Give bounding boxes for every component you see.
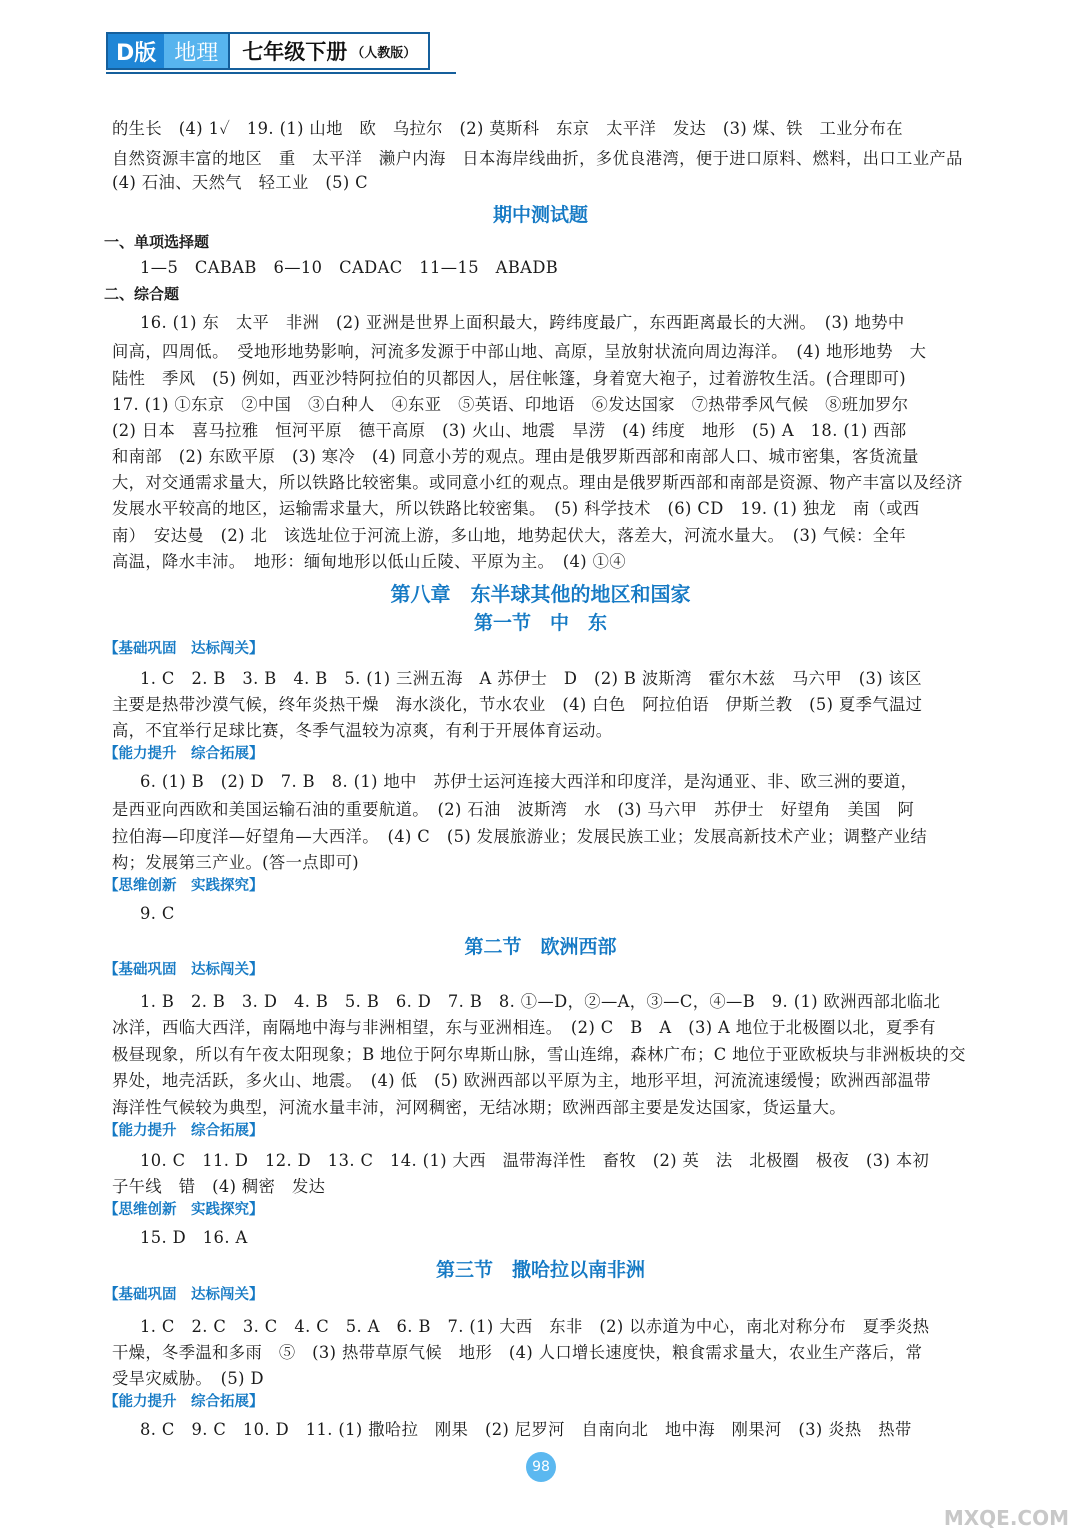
text-line: 冰洋，西临大西洋，南隔地中海与非洲相望，东与亚洲相连。 (2) C B A (3) A 地位于北极圈以北，夏季有 [112,1018,936,1037]
exercise-tag: 【基础巩固 达标闯关】 [104,641,264,657]
section-title: 第一节 中 东 [473,612,607,634]
text-line: 是西亚向西欧和美国运输石油的重要航道。 (2) 石油 波斯湾 水 (3) 马六甲 苏伊士 好望角 美国 阿 [112,800,915,819]
text-line: 子午线 错 (4) 稠密 发达 [112,1177,326,1196]
exercise-tag: 【思维创新 实践探究】 [104,878,264,894]
text-line: 1. B 2. B 3. D 4. B 5. B 6. D 7. B 8. ①—D，②—A，③—C，④—B 9. (1) 欧洲西部北临北 [140,992,941,1011]
text-line: 大，对交通需求量大，所以铁路比较密集。或同意小红的观点。理由是俄罗斯西部和南部是资源、物产丰富以及经济 [112,473,963,492]
text-line: 6. (1) B (2) D 7. B 8. (1) 地中 苏伊士运河连接大西洋和印度洋，是沟通亚、非、欧三洲的要道， [140,772,918,791]
text-line: 10. C 11. D 12. D 13. C 14. (1) 大西 温带海洋性 畜牧 (2) 英 法 北极圈 极夜 (3) 本初 [140,1151,930,1170]
text-line: 高，不宜举行足球比赛，冬季气温较为凉爽，有利于开展体育运动。 [112,721,613,740]
subsection-heading: 二、综合题 [104,285,180,303]
watermark: MXQE.COM [943,1506,1069,1530]
text-line: 1. C 2. C 3. C 4. C 5. A 6. B 7. (1) 大西 东非 (2) 以赤道为中心，南北对称分布 夏季炎热 [140,1317,930,1336]
exercise-tag: 【思维创新 实践探究】 [104,1202,264,1218]
header-rule [106,72,456,74]
text-line: 1—5 CABAB 6—10 CADAC 11—15 ABADB [140,258,559,277]
exercise-tag: 【能力提升 综合拓展】 [104,746,264,762]
text-line: 界处，地壳活跃，多火山、地震。 (4) 低 (5) 欧洲西部以平原为主，地形平坦，河流流速缓慢；欧洲西部温带 [112,1071,931,1090]
text-line: 陆性 季风 (5) 例如，西亚沙特阿拉伯的贝都因人，居住帐篷，身着宽大袍子，过着游牧生活。(合理即可) [112,369,907,388]
text-line: 拉伯海—印度洋—好望角—大西洋。 (4) C (5) 发展旅游业；发展民族工业；发展高新技术产业；调整产业结 [112,827,928,846]
text-line: 海洋性气候较为典型，河流水量丰沛，河网稠密，无结冰期；欧洲西部主要是发达国家，货运量大。 [112,1098,846,1117]
text-line: 间高，四周低。 受地形地势影响，河流多发源于中部山地、高原，呈放射状流向周边海洋。 (4) 地形地势 大 [112,342,927,361]
book-title [228,32,430,70]
text-line: 自然资源丰富的地区 重 太平洋 濑户内海 日本海岸线曲折，多优良港湾，便于进口原料、燃料，出口工业产品 [112,149,963,168]
text-line: 1. C 2. B 3. B 4. B 5. (1) 三洲五海 A 苏伊士 D (2) B 波斯湾 霍尔木兹 马六甲 (3) 该区 [140,669,922,688]
exercise-tag: 【基础巩固 达标闯关】 [104,962,264,978]
text-line: 的生长 (4) 1✓ 19. (1) 山地 欧 乌拉尔 (2) 莫斯科 东京 太平洋 发达 (3) 煤、铁 工业分布在 [112,119,903,138]
section-title: 第三节 撒哈拉以南非洲 [435,1259,645,1281]
section-title: 期中测试题 [492,204,588,226]
exercise-tag: 【能力提升 综合拓展】 [104,1123,264,1139]
text-line: 17. (1) ①东京 ②中国 ③白种人 ④东亚 ⑤英语、印地语 ⑥发达国家 ⑦热带季风气候 ⑧班加罗尔 [112,395,909,414]
press-label: （人教版） [351,45,417,61]
text-line: 和南部 (2) 东欧平原 (3) 寒冷 (4) 同意小芳的观点。理由是俄罗斯西部和南部人口、城市密集，客货流量 [112,447,919,466]
text-line: 构；发展第三产业。(答一点即可) [112,853,360,872]
text-line: 16. (1) 东 太平 非洲 (2) 亚洲是世界上面积最大，跨纬度最广，东西距离最长的大洲。 (3) 地势中 [140,313,905,332]
text-line: (4) 石油、天然气 轻工业 (5) C [112,173,369,192]
exercise-tag: 【能力提升 综合拓展】 [104,1394,264,1410]
text-line: 发展水平较高的地区，运输需求量大，所以铁路比较密集。 (5) 科学技术 (6) CD 19. (1) 独龙 南（或西 [112,499,920,518]
text-line: 9. C [140,904,175,923]
text-line: 8. C 9. C 10. D 11. (1) 撒哈拉 刚果 (2) 尼罗河 自南向北 地中海 刚果河 (3) 炎热 热带 [140,1420,912,1439]
book-header [106,32,430,70]
text-line: 15. D 16. A [140,1228,248,1247]
text-line: 极昼现象，所以有午夜太阳现象；B 地位于阿尔卑斯山脉，雪山连绵，森林广布；C 地位于亚欧板块与非洲板块的交 [112,1045,966,1064]
page-number: 98 [526,1452,556,1482]
subject-label: 地理 [164,32,228,70]
chapter-title: 第八章 东半球其他的地区和国家 [390,582,691,606]
subsection-heading: 一、单项选择题 [104,233,210,251]
text-line: (2) 日本 喜马拉雅 恒河平原 德干高原 (3) 火山、地震 旱涝 (4) 纬度 地形 (5) A 18. (1) 西部 [112,421,907,440]
text-line: 主要是热带沙漠气候，终年炎热干燥 海水淡化，节水农业 (4) 白色 阿拉伯语 伊斯兰教 (5) 夏季气温过 [112,695,923,714]
section-title: 第二节 欧洲西部 [464,936,617,958]
exercise-tag: 【基础巩固 达标闯关】 [104,1287,264,1303]
edition-badge: D版 [106,32,164,70]
text-line: 南） 安达曼 (2) 北 该选址位于河流上游，多山地，地势起伏大，落差大，河流水量大。 (3) 气候：全年 [112,526,907,545]
text-line: 受旱灾威胁。 (5) D [112,1369,264,1388]
text-line: 高温，降水丰沛。 地形：缅甸地形以低山丘陵、平原为主。 (4) ①④ [112,552,626,571]
grade-label: 七年级下册 [242,39,348,64]
text-line: 干燥，冬季温和多雨 ⑤ (3) 热带草原气候 地形 (4) 人口增长速度快，粮食需求量大，农业生产落后，常 [112,1343,923,1362]
